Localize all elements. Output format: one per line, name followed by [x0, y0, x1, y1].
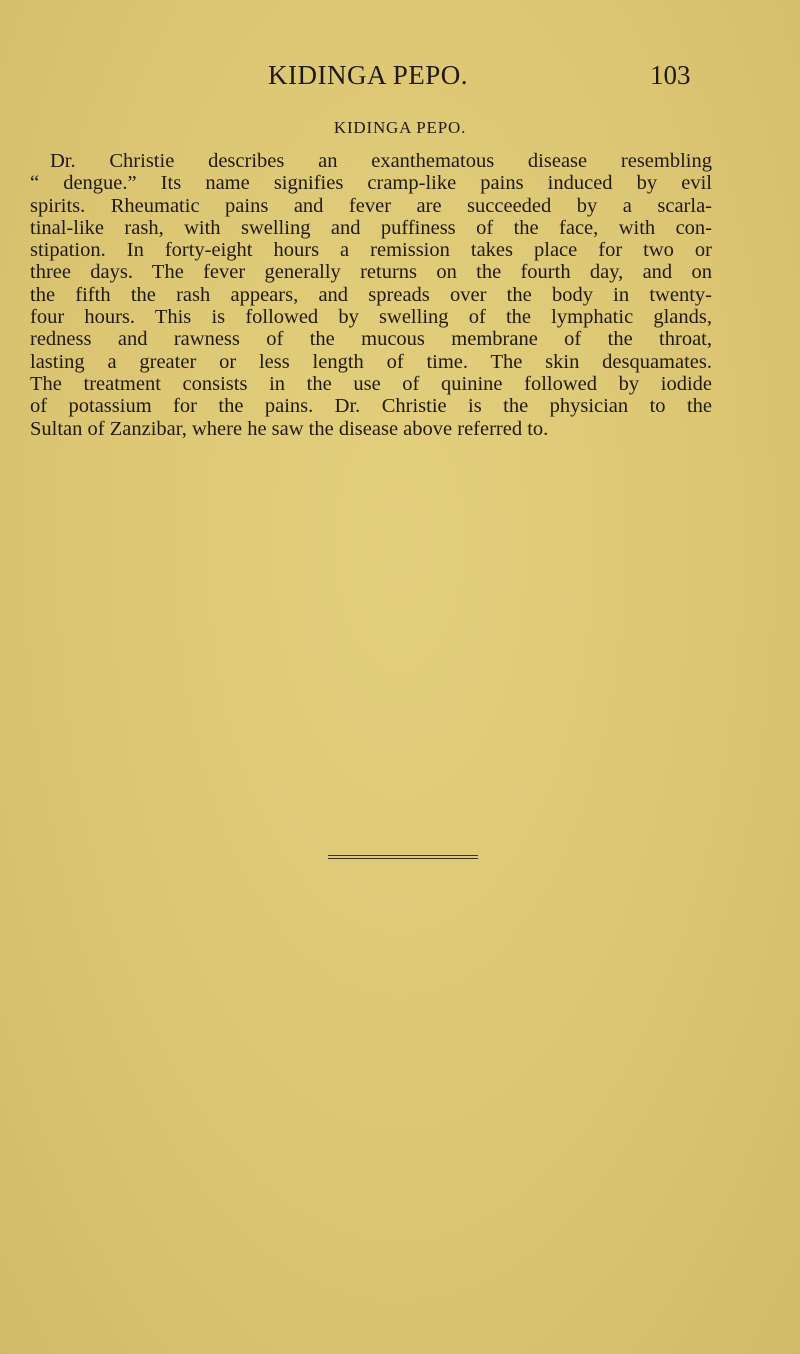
paragraph-line: the fifth the rash appears, and spreads over the body in twenty- — [30, 283, 712, 306]
section-end-rule — [328, 855, 478, 856]
paragraph-line: three days. The fever generally returns on the fourth day, and on — [30, 261, 712, 284]
paragraph-line: lasting a greater or less length of time. The skin desquamates. — [30, 350, 712, 373]
paragraph-line: four hours. This is followed by swelling of the lymphatic glands, — [30, 306, 712, 329]
paragraph-line: stipation. In forty-eight hours a remission takes place for two or — [30, 239, 712, 262]
paragraph-line: tinal-like rash, with swelling and puffiness of the face, with con- — [30, 216, 712, 239]
paragraph-line: Dr. Christie describes an exanthematous disease resembling — [50, 150, 712, 172]
running-title: KIDINGA PEPO. — [268, 60, 469, 90]
paragraph-line: spirits. Rheumatic pains and fever are succeeded by a scarla- — [30, 194, 712, 217]
section-title: KIDINGA PEPO. — [333, 118, 467, 137]
paragraph-line: of potassium for the pains. Dr. Christie is the physician to the — [30, 395, 712, 418]
paragraph-line: redness and rawness of the mucous membrane of the throat, — [30, 328, 712, 351]
running-header — [0, 60, 800, 94]
section-end-rule — [328, 858, 478, 859]
paragraph-line: Sultan of Zanzibar, where he saw the disease above referred to. — [30, 417, 549, 440]
paragraph-line: “ dengue.” Its name signifies cramp-like pains induced by evil — [30, 172, 712, 195]
page-number: 103 — [650, 60, 691, 90]
paragraph-line: The treatment consists in the use of quinine followed by iodide — [30, 372, 712, 395]
body-paragraph — [30, 150, 712, 440]
